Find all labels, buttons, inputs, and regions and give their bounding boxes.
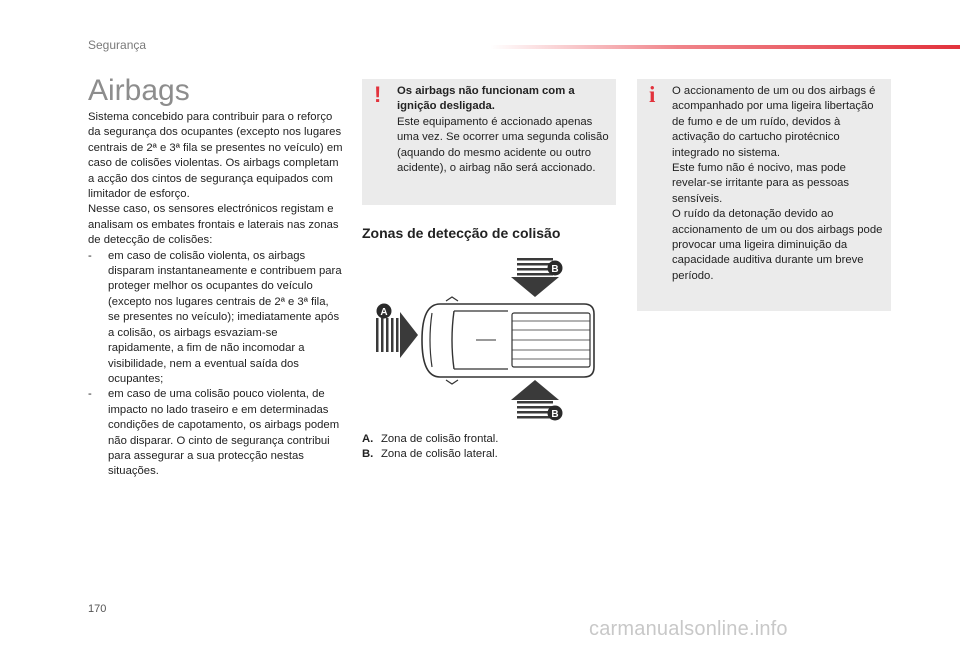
front-arrow-icon	[376, 312, 418, 358]
info-text-block	[672, 84, 884, 284]
label-b-bottom: B	[551, 409, 559, 420]
intro-bullet-list	[88, 249, 343, 480]
warning-icon: !	[374, 82, 382, 107]
section-rule	[490, 45, 960, 49]
legend-key: A.	[362, 433, 374, 445]
info-box	[637, 79, 891, 311]
zones-legend	[362, 432, 498, 463]
section-label: Segurança	[88, 38, 147, 52]
warning-text-block	[397, 84, 609, 176]
bullet-dash: -	[88, 388, 92, 401]
legend-text: Zona de colisão lateral.	[381, 448, 498, 461]
legend-row	[362, 447, 498, 462]
watermark: carmanualsonline.info	[589, 618, 788, 640]
warning-text: Este equipamento é accionado apenas uma vez. Se ocorrer uma segunda colisão (aquando do mesmo acidente ou outro acidente), o airbag não será accionado.	[397, 115, 609, 175]
intro-paragraph-1: Sistema concebido para contribuir para o reforço da segurança dos ocupantes (excepto nos lugares centrais de 2ª e 3ª fila se presentes no veículo) em caso de colisões violentas. Os airbags completam a acção dos cintos de segurança equipados com limitador de esforço.	[88, 111, 343, 201]
warning-box	[362, 79, 616, 205]
bullet-text: em caso de uma colisão pouco violenta, de impacto no lado traseiro e em determinadas condições de capotamento, os airbags podem não disparar. O cinto de segurança contribui para assegurar a sua protecção nestas situações.	[108, 388, 340, 478]
legend-key: B.	[362, 448, 374, 461]
bullet-text: em caso de colisão violenta, os airbags disparam instantaneamente e contribuem para proteger melhor os ocupantes do veículo (excepto nos lugares centrais de 2ª e 3ª fila, se presentes no veículo); imediatamente após a colisão, os airbags esvaziam-se rapidamente, a fim de não incomodar a visibilidade, nem a eventual saída dos ocupantes;	[108, 249, 342, 385]
list-item	[88, 387, 343, 479]
label-b-top: B	[551, 264, 559, 275]
intro-column	[88, 110, 343, 480]
zones-title: Zonas de detecção de colisão	[362, 225, 561, 241]
collision-zones-diagram	[372, 255, 602, 425]
warning-bold-text: Os airbags não funcionam com a ignição desligada.	[397, 85, 575, 113]
info-paragraph-3: O ruído da detonação devido ao accionamento de um ou dos airbags pode provocar uma ligeira diminuição da capacidade auditiva durante um breve período.	[672, 208, 883, 282]
van-top-view-icon	[422, 297, 594, 384]
page-title: Airbags	[88, 74, 190, 107]
bullet-dash: -	[88, 249, 92, 262]
label-b-bottom-marker	[548, 406, 563, 421]
intro-paragraph-2: Nesse caso, os sensores electrónicos registam e analisam os embates frontais e laterais nas zonas de detecção de colisões:	[88, 203, 339, 247]
label-a: A	[380, 307, 388, 318]
list-item	[88, 249, 343, 388]
legend-text: Zona de colisão frontal.	[381, 433, 499, 445]
info-icon: i	[649, 82, 656, 107]
label-b-top-marker	[548, 261, 563, 276]
legend-row	[362, 432, 498, 447]
label-a-marker	[377, 304, 392, 319]
info-paragraph-2: Este fumo não é nocivo, mas pode revelar-se irritante para as pessoas sensíveis.	[672, 162, 850, 205]
info-paragraph-1: O accionamento de um ou dos airbags é acompanhado por uma ligeira libertação de fumo e de um ruído, devidos à activação do cartucho pirotécnico integrado no sistema.	[672, 85, 876, 159]
page-number: 170	[88, 603, 107, 615]
